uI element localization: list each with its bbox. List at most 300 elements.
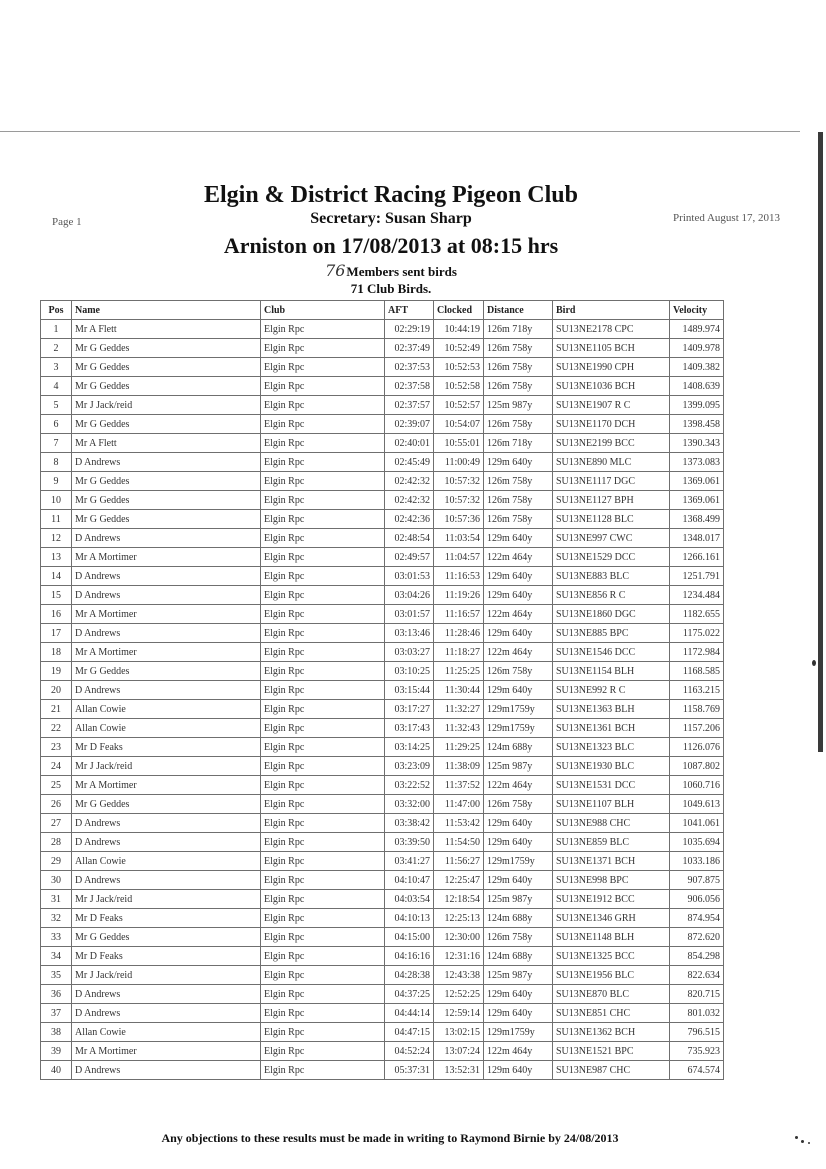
cell-bird: SU13NE1546 DCC bbox=[553, 643, 670, 662]
cell-velocity: 1168.585 bbox=[670, 662, 724, 681]
cell-velocity: 1408.639 bbox=[670, 377, 724, 396]
cell-bird: SU13NE1170 DCH bbox=[553, 415, 670, 434]
cell-aft: 02:40:01 bbox=[385, 434, 434, 453]
cell-bird: SU13NE992 R C bbox=[553, 681, 670, 700]
cell-name: Mr G Geddes bbox=[72, 491, 261, 510]
cell-clocked: 11:54:50 bbox=[434, 833, 484, 852]
table-row bbox=[41, 776, 724, 795]
cell-clocked: 13:02:15 bbox=[434, 1023, 484, 1042]
cell-distance: 126m 758y bbox=[484, 415, 553, 434]
table-row bbox=[41, 852, 724, 871]
table-row bbox=[41, 453, 724, 472]
cell-clocked: 10:44:19 bbox=[434, 320, 484, 339]
cell-pos: 21 bbox=[41, 700, 72, 719]
cell-name: Mr D Feaks bbox=[72, 947, 261, 966]
table-row bbox=[41, 1061, 724, 1080]
cell-name: Mr A Mortimer bbox=[72, 548, 261, 567]
cell-club: Elgin Rpc bbox=[261, 852, 385, 871]
cell-clocked: 12:30:00 bbox=[434, 928, 484, 947]
club-birds-count: 71 Club Birds. bbox=[350, 281, 432, 296]
cell-aft: 04:28:38 bbox=[385, 966, 434, 985]
cell-aft: 02:39:07 bbox=[385, 415, 434, 434]
cell-pos: 8 bbox=[41, 453, 72, 472]
cell-clocked: 12:59:14 bbox=[434, 1004, 484, 1023]
table-row bbox=[41, 928, 724, 947]
col-header-velocity: Velocity bbox=[670, 301, 724, 320]
cell-aft: 03:38:42 bbox=[385, 814, 434, 833]
cell-name: D Andrews bbox=[72, 985, 261, 1004]
table-row bbox=[41, 1023, 724, 1042]
cell-name: Mr A Mortimer bbox=[72, 643, 261, 662]
cell-name: Mr J Jack/reid bbox=[72, 890, 261, 909]
cell-velocity: 1369.061 bbox=[670, 491, 724, 510]
cell-pos: 3 bbox=[41, 358, 72, 377]
cell-velocity: 907.875 bbox=[670, 871, 724, 890]
cell-pos: 39 bbox=[41, 1042, 72, 1061]
cell-name: Mr A Flett bbox=[72, 434, 261, 453]
cell-name: D Andrews bbox=[72, 814, 261, 833]
cell-bird: SU13NE1363 BLH bbox=[553, 700, 670, 719]
cell-club: Elgin Rpc bbox=[261, 510, 385, 529]
cell-distance: 129m1759y bbox=[484, 719, 553, 738]
cell-clocked: 10:52:58 bbox=[434, 377, 484, 396]
cell-club: Elgin Rpc bbox=[261, 985, 385, 1004]
cell-club: Elgin Rpc bbox=[261, 1004, 385, 1023]
cell-distance: 129m 640y bbox=[484, 871, 553, 890]
cell-pos: 36 bbox=[41, 985, 72, 1004]
cell-clocked: 11:19:26 bbox=[434, 586, 484, 605]
table-row bbox=[41, 510, 724, 529]
cell-aft: 04:03:54 bbox=[385, 890, 434, 909]
cell-distance: 129m 640y bbox=[484, 833, 553, 852]
cell-club: Elgin Rpc bbox=[261, 491, 385, 510]
cell-bird: SU13NE988 CHC bbox=[553, 814, 670, 833]
cell-bird: SU13NE2178 CPC bbox=[553, 320, 670, 339]
cell-distance: 124m 688y bbox=[484, 738, 553, 757]
cell-bird: SU13NE1521 BPC bbox=[553, 1042, 670, 1061]
cell-distance: 125m 987y bbox=[484, 966, 553, 985]
cell-pos: 35 bbox=[41, 966, 72, 985]
cell-distance: 129m 640y bbox=[484, 586, 553, 605]
cell-velocity: 822.634 bbox=[670, 966, 724, 985]
cell-bird: SU13NE998 BPC bbox=[553, 871, 670, 890]
cell-velocity: 1369.061 bbox=[670, 472, 724, 491]
cell-distance: 126m 758y bbox=[484, 928, 553, 947]
cell-pos: 25 bbox=[41, 776, 72, 795]
cell-bird: SU13NE856 R C bbox=[553, 586, 670, 605]
cell-club: Elgin Rpc bbox=[261, 605, 385, 624]
members-line bbox=[0, 261, 782, 280]
cell-bird: SU13NE851 CHC bbox=[553, 1004, 670, 1023]
cell-pos: 23 bbox=[41, 738, 72, 757]
scan-speck bbox=[808, 1142, 810, 1144]
cell-velocity: 820.715 bbox=[670, 985, 724, 1004]
cell-bird: SU13NE1362 BCH bbox=[553, 1023, 670, 1042]
table-row bbox=[41, 434, 724, 453]
cell-bird: SU13NE1148 BLH bbox=[553, 928, 670, 947]
cell-clocked: 10:52:57 bbox=[434, 396, 484, 415]
cell-name: Mr A Mortimer bbox=[72, 1042, 261, 1061]
cell-name: Allan Cowie bbox=[72, 852, 261, 871]
cell-club: Elgin Rpc bbox=[261, 947, 385, 966]
table-row bbox=[41, 548, 724, 567]
cell-clocked: 12:31:16 bbox=[434, 947, 484, 966]
cell-name: D Andrews bbox=[72, 624, 261, 643]
cell-bird: SU13NE1323 BLC bbox=[553, 738, 670, 757]
cell-aft: 04:47:15 bbox=[385, 1023, 434, 1042]
cell-bird: SU13NE1107 BLH bbox=[553, 795, 670, 814]
cell-velocity: 1390.343 bbox=[670, 434, 724, 453]
cell-distance: 129m 640y bbox=[484, 453, 553, 472]
cell-distance: 129m1759y bbox=[484, 1023, 553, 1042]
table-row bbox=[41, 681, 724, 700]
cell-club: Elgin Rpc bbox=[261, 966, 385, 985]
cell-club: Elgin Rpc bbox=[261, 871, 385, 890]
cell-club: Elgin Rpc bbox=[261, 415, 385, 434]
printed-date: Printed August 17, 2013 bbox=[673, 212, 780, 224]
cell-name: Mr G Geddes bbox=[72, 377, 261, 396]
cell-clocked: 11:00:49 bbox=[434, 453, 484, 472]
cell-clocked: 13:52:31 bbox=[434, 1061, 484, 1080]
cell-aft: 02:48:54 bbox=[385, 529, 434, 548]
table-row bbox=[41, 700, 724, 719]
cell-clocked: 10:57:32 bbox=[434, 472, 484, 491]
cell-velocity: 1368.499 bbox=[670, 510, 724, 529]
col-header-bird: Bird bbox=[553, 301, 670, 320]
cell-club: Elgin Rpc bbox=[261, 567, 385, 586]
cell-clocked: 11:38:09 bbox=[434, 757, 484, 776]
cell-velocity: 1033.186 bbox=[670, 852, 724, 871]
cell-velocity: 1409.978 bbox=[670, 339, 724, 358]
table-row bbox=[41, 662, 724, 681]
cell-velocity: 1035.694 bbox=[670, 833, 724, 852]
scan-speck bbox=[812, 660, 816, 666]
cell-distance: 125m 987y bbox=[484, 890, 553, 909]
cell-distance: 125m 987y bbox=[484, 396, 553, 415]
table-row bbox=[41, 719, 724, 738]
cell-club: Elgin Rpc bbox=[261, 928, 385, 947]
cell-bird: SU13NE1371 BCH bbox=[553, 852, 670, 871]
cell-pos: 16 bbox=[41, 605, 72, 624]
cell-pos: 15 bbox=[41, 586, 72, 605]
cell-name: Mr J Jack/reid bbox=[72, 966, 261, 985]
cell-pos: 27 bbox=[41, 814, 72, 833]
cell-club: Elgin Rpc bbox=[261, 681, 385, 700]
table-row bbox=[41, 415, 724, 434]
cell-clocked: 11:37:52 bbox=[434, 776, 484, 795]
cell-aft: 03:13:46 bbox=[385, 624, 434, 643]
cell-aft: 03:03:27 bbox=[385, 643, 434, 662]
cell-club: Elgin Rpc bbox=[261, 377, 385, 396]
cell-clocked: 11:16:53 bbox=[434, 567, 484, 586]
cell-name: Mr D Feaks bbox=[72, 738, 261, 757]
cell-distance: 129m 640y bbox=[484, 814, 553, 833]
table-row bbox=[41, 909, 724, 928]
cell-velocity: 1398.458 bbox=[670, 415, 724, 434]
cell-bird: SU13NE1912 BCC bbox=[553, 890, 670, 909]
cell-bird: SU13NE885 BPC bbox=[553, 624, 670, 643]
table-row bbox=[41, 472, 724, 491]
cell-clocked: 11:32:27 bbox=[434, 700, 484, 719]
cell-distance: 126m 758y bbox=[484, 510, 553, 529]
cell-aft: 03:23:09 bbox=[385, 757, 434, 776]
cell-pos: 2 bbox=[41, 339, 72, 358]
cell-bird: SU13NE1529 DCC bbox=[553, 548, 670, 567]
cell-bird: SU13NE890 MLC bbox=[553, 453, 670, 472]
cell-clocked: 13:07:24 bbox=[434, 1042, 484, 1061]
cell-distance: 129m 640y bbox=[484, 1004, 553, 1023]
cell-velocity: 1348.017 bbox=[670, 529, 724, 548]
cell-aft: 03:04:26 bbox=[385, 586, 434, 605]
members-text: Members sent birds bbox=[346, 264, 457, 279]
cell-club: Elgin Rpc bbox=[261, 719, 385, 738]
cell-clocked: 11:04:57 bbox=[434, 548, 484, 567]
cell-pos: 18 bbox=[41, 643, 72, 662]
table-row bbox=[41, 985, 724, 1004]
cell-distance: 122m 464y bbox=[484, 605, 553, 624]
cell-pos: 13 bbox=[41, 548, 72, 567]
cell-aft: 02:37:49 bbox=[385, 339, 434, 358]
table-row bbox=[41, 738, 724, 757]
objections-notice: Any objections to these results must be made in writing to Raymond Birnie by 24/08/2013 bbox=[161, 1131, 619, 1145]
cell-velocity: 1041.061 bbox=[670, 814, 724, 833]
cell-velocity: 1157.206 bbox=[670, 719, 724, 738]
cell-pos: 26 bbox=[41, 795, 72, 814]
cell-club: Elgin Rpc bbox=[261, 1042, 385, 1061]
cell-club: Elgin Rpc bbox=[261, 795, 385, 814]
cell-distance: 124m 688y bbox=[484, 909, 553, 928]
cell-bird: SU13NE1154 BLH bbox=[553, 662, 670, 681]
cell-aft: 02:42:36 bbox=[385, 510, 434, 529]
cell-name: Mr G Geddes bbox=[72, 928, 261, 947]
cell-clocked: 11:16:57 bbox=[434, 605, 484, 624]
cell-velocity: 1049.613 bbox=[670, 795, 724, 814]
cell-name: D Andrews bbox=[72, 529, 261, 548]
cell-velocity: 1234.484 bbox=[670, 586, 724, 605]
cell-pos: 1 bbox=[41, 320, 72, 339]
cell-aft: 05:37:31 bbox=[385, 1061, 434, 1080]
cell-name: Mr A Mortimer bbox=[72, 605, 261, 624]
cell-pos: 34 bbox=[41, 947, 72, 966]
cell-name: D Andrews bbox=[72, 586, 261, 605]
cell-club: Elgin Rpc bbox=[261, 453, 385, 472]
cell-pos: 24 bbox=[41, 757, 72, 776]
cell-name: Mr A Flett bbox=[72, 320, 261, 339]
cell-velocity: 1251.791 bbox=[670, 567, 724, 586]
cell-pos: 20 bbox=[41, 681, 72, 700]
cell-name: Mr J Jack/reid bbox=[72, 396, 261, 415]
cell-distance: 129m1759y bbox=[484, 852, 553, 871]
cell-bird: SU13NE1105 BCH bbox=[553, 339, 670, 358]
cell-club: Elgin Rpc bbox=[261, 833, 385, 852]
cell-velocity: 1087.802 bbox=[670, 757, 724, 776]
cell-club: Elgin Rpc bbox=[261, 624, 385, 643]
cell-distance: 129m 640y bbox=[484, 624, 553, 643]
cell-club: Elgin Rpc bbox=[261, 738, 385, 757]
cell-clocked: 11:56:27 bbox=[434, 852, 484, 871]
cell-distance: 129m 640y bbox=[484, 985, 553, 1004]
cell-name: Mr G Geddes bbox=[72, 472, 261, 491]
cell-pos: 33 bbox=[41, 928, 72, 947]
cell-clocked: 12:43:38 bbox=[434, 966, 484, 985]
cell-club: Elgin Rpc bbox=[261, 396, 385, 415]
cell-clocked: 12:18:54 bbox=[434, 890, 484, 909]
cell-clocked: 10:57:36 bbox=[434, 510, 484, 529]
cell-pos: 7 bbox=[41, 434, 72, 453]
cell-pos: 12 bbox=[41, 529, 72, 548]
cell-club: Elgin Rpc bbox=[261, 700, 385, 719]
cell-clocked: 12:52:25 bbox=[434, 985, 484, 1004]
col-header-distance: Distance bbox=[484, 301, 553, 320]
results-table bbox=[40, 300, 724, 1080]
cell-bird: SU13NE1128 BLC bbox=[553, 510, 670, 529]
cell-club: Elgin Rpc bbox=[261, 339, 385, 358]
table-row bbox=[41, 358, 724, 377]
cell-aft: 04:15:00 bbox=[385, 928, 434, 947]
cell-name: Mr J Jack/reid bbox=[72, 757, 261, 776]
cell-name: D Andrews bbox=[72, 681, 261, 700]
cell-velocity: 1175.022 bbox=[670, 624, 724, 643]
cell-distance: 129m 640y bbox=[484, 529, 553, 548]
cell-distance: 125m 987y bbox=[484, 757, 553, 776]
cell-clocked: 12:25:47 bbox=[434, 871, 484, 890]
col-header-clocked: Clocked bbox=[434, 301, 484, 320]
cell-clocked: 10:57:32 bbox=[434, 491, 484, 510]
cell-velocity: 674.574 bbox=[670, 1061, 724, 1080]
cell-velocity: 1409.382 bbox=[670, 358, 724, 377]
cell-aft: 03:41:27 bbox=[385, 852, 434, 871]
cell-name: D Andrews bbox=[72, 871, 261, 890]
table-row bbox=[41, 795, 724, 814]
cell-club: Elgin Rpc bbox=[261, 643, 385, 662]
cell-bird: SU13NE1036 BCH bbox=[553, 377, 670, 396]
cell-velocity: 1060.716 bbox=[670, 776, 724, 795]
cell-distance: 122m 464y bbox=[484, 1042, 553, 1061]
cell-distance: 126m 758y bbox=[484, 472, 553, 491]
cell-bird: SU13NE1325 BCC bbox=[553, 947, 670, 966]
cell-name: Allan Cowie bbox=[72, 700, 261, 719]
cell-pos: 5 bbox=[41, 396, 72, 415]
cell-pos: 31 bbox=[41, 890, 72, 909]
cell-clocked: 10:54:07 bbox=[434, 415, 484, 434]
cell-clocked: 10:52:53 bbox=[434, 358, 484, 377]
cell-bird: SU13NE883 BLC bbox=[553, 567, 670, 586]
cell-pos: 40 bbox=[41, 1061, 72, 1080]
table-row bbox=[41, 833, 724, 852]
cell-velocity: 1489.974 bbox=[670, 320, 724, 339]
cell-distance: 129m1759y bbox=[484, 700, 553, 719]
cell-name: Mr G Geddes bbox=[72, 415, 261, 434]
scan-speck bbox=[801, 1140, 804, 1143]
cell-clocked: 11:47:00 bbox=[434, 795, 484, 814]
cell-distance: 126m 758y bbox=[484, 358, 553, 377]
cell-velocity: 1266.161 bbox=[670, 548, 724, 567]
cell-bird: SU13NE1127 BPH bbox=[553, 491, 670, 510]
cell-aft: 03:39:50 bbox=[385, 833, 434, 852]
cell-clocked: 11:18:27 bbox=[434, 643, 484, 662]
cell-pos: 14 bbox=[41, 567, 72, 586]
cell-aft: 04:37:25 bbox=[385, 985, 434, 1004]
cell-distance: 126m 758y bbox=[484, 491, 553, 510]
table-row bbox=[41, 890, 724, 909]
cell-distance: 126m 758y bbox=[484, 795, 553, 814]
cell-aft: 02:37:58 bbox=[385, 377, 434, 396]
cell-velocity: 906.056 bbox=[670, 890, 724, 909]
club-title: Elgin & District Racing Pigeon Club bbox=[203, 182, 578, 208]
cell-aft: 02:42:32 bbox=[385, 472, 434, 491]
cell-bird: SU13NE1361 BCH bbox=[553, 719, 670, 738]
cell-aft: 02:45:49 bbox=[385, 453, 434, 472]
cell-club: Elgin Rpc bbox=[261, 776, 385, 795]
cell-name: D Andrews bbox=[72, 833, 261, 852]
cell-pos: 28 bbox=[41, 833, 72, 852]
table-row bbox=[41, 757, 724, 776]
cell-name: Mr G Geddes bbox=[72, 339, 261, 358]
cell-aft: 03:10:25 bbox=[385, 662, 434, 681]
cell-velocity: 801.032 bbox=[670, 1004, 724, 1023]
cell-pos: 4 bbox=[41, 377, 72, 396]
cell-clocked: 11:29:25 bbox=[434, 738, 484, 757]
cell-bird: SU13NE1907 R C bbox=[553, 396, 670, 415]
cell-pos: 6 bbox=[41, 415, 72, 434]
table-row bbox=[41, 567, 724, 586]
cell-velocity: 1182.655 bbox=[670, 605, 724, 624]
table-header-row bbox=[41, 301, 724, 320]
cell-club: Elgin Rpc bbox=[261, 662, 385, 681]
cell-club: Elgin Rpc bbox=[261, 586, 385, 605]
scan-top-rule bbox=[0, 131, 800, 132]
cell-pos: 11 bbox=[41, 510, 72, 529]
table-row bbox=[41, 1004, 724, 1023]
col-header-name: Name bbox=[72, 301, 261, 320]
cell-bird: SU13NE1117 DGC bbox=[553, 472, 670, 491]
cell-clocked: 11:30:44 bbox=[434, 681, 484, 700]
cell-name: Mr G Geddes bbox=[72, 358, 261, 377]
cell-aft: 04:44:14 bbox=[385, 1004, 434, 1023]
table-row bbox=[41, 605, 724, 624]
cell-bird: SU13NE870 BLC bbox=[553, 985, 670, 1004]
cell-club: Elgin Rpc bbox=[261, 529, 385, 548]
cell-distance: 129m 640y bbox=[484, 1061, 553, 1080]
cell-aft: 03:17:27 bbox=[385, 700, 434, 719]
cell-name: Mr G Geddes bbox=[72, 510, 261, 529]
cell-velocity: 1158.769 bbox=[670, 700, 724, 719]
cell-velocity: 854.298 bbox=[670, 947, 724, 966]
table-row bbox=[41, 643, 724, 662]
cell-velocity: 872.620 bbox=[670, 928, 724, 947]
cell-aft: 03:17:43 bbox=[385, 719, 434, 738]
cell-bird: SU13NE859 BLC bbox=[553, 833, 670, 852]
cell-aft: 03:15:44 bbox=[385, 681, 434, 700]
cell-velocity: 1163.215 bbox=[670, 681, 724, 700]
cell-club: Elgin Rpc bbox=[261, 320, 385, 339]
cell-clocked: 11:25:25 bbox=[434, 662, 484, 681]
table-row bbox=[41, 396, 724, 415]
cell-name: D Andrews bbox=[72, 1061, 261, 1080]
cell-aft: 04:10:13 bbox=[385, 909, 434, 928]
cell-distance: 122m 464y bbox=[484, 643, 553, 662]
table-row bbox=[41, 491, 724, 510]
cell-clocked: 11:32:43 bbox=[434, 719, 484, 738]
cell-distance: 129m 640y bbox=[484, 567, 553, 586]
cell-club: Elgin Rpc bbox=[261, 472, 385, 491]
cell-aft: 03:32:00 bbox=[385, 795, 434, 814]
table-row bbox=[41, 339, 724, 358]
cell-bird: SU13NE1930 BLC bbox=[553, 757, 670, 776]
cell-distance: 122m 464y bbox=[484, 548, 553, 567]
cell-bird: SU13NE2199 BCC bbox=[553, 434, 670, 453]
col-header-aft: AFT bbox=[385, 301, 434, 320]
